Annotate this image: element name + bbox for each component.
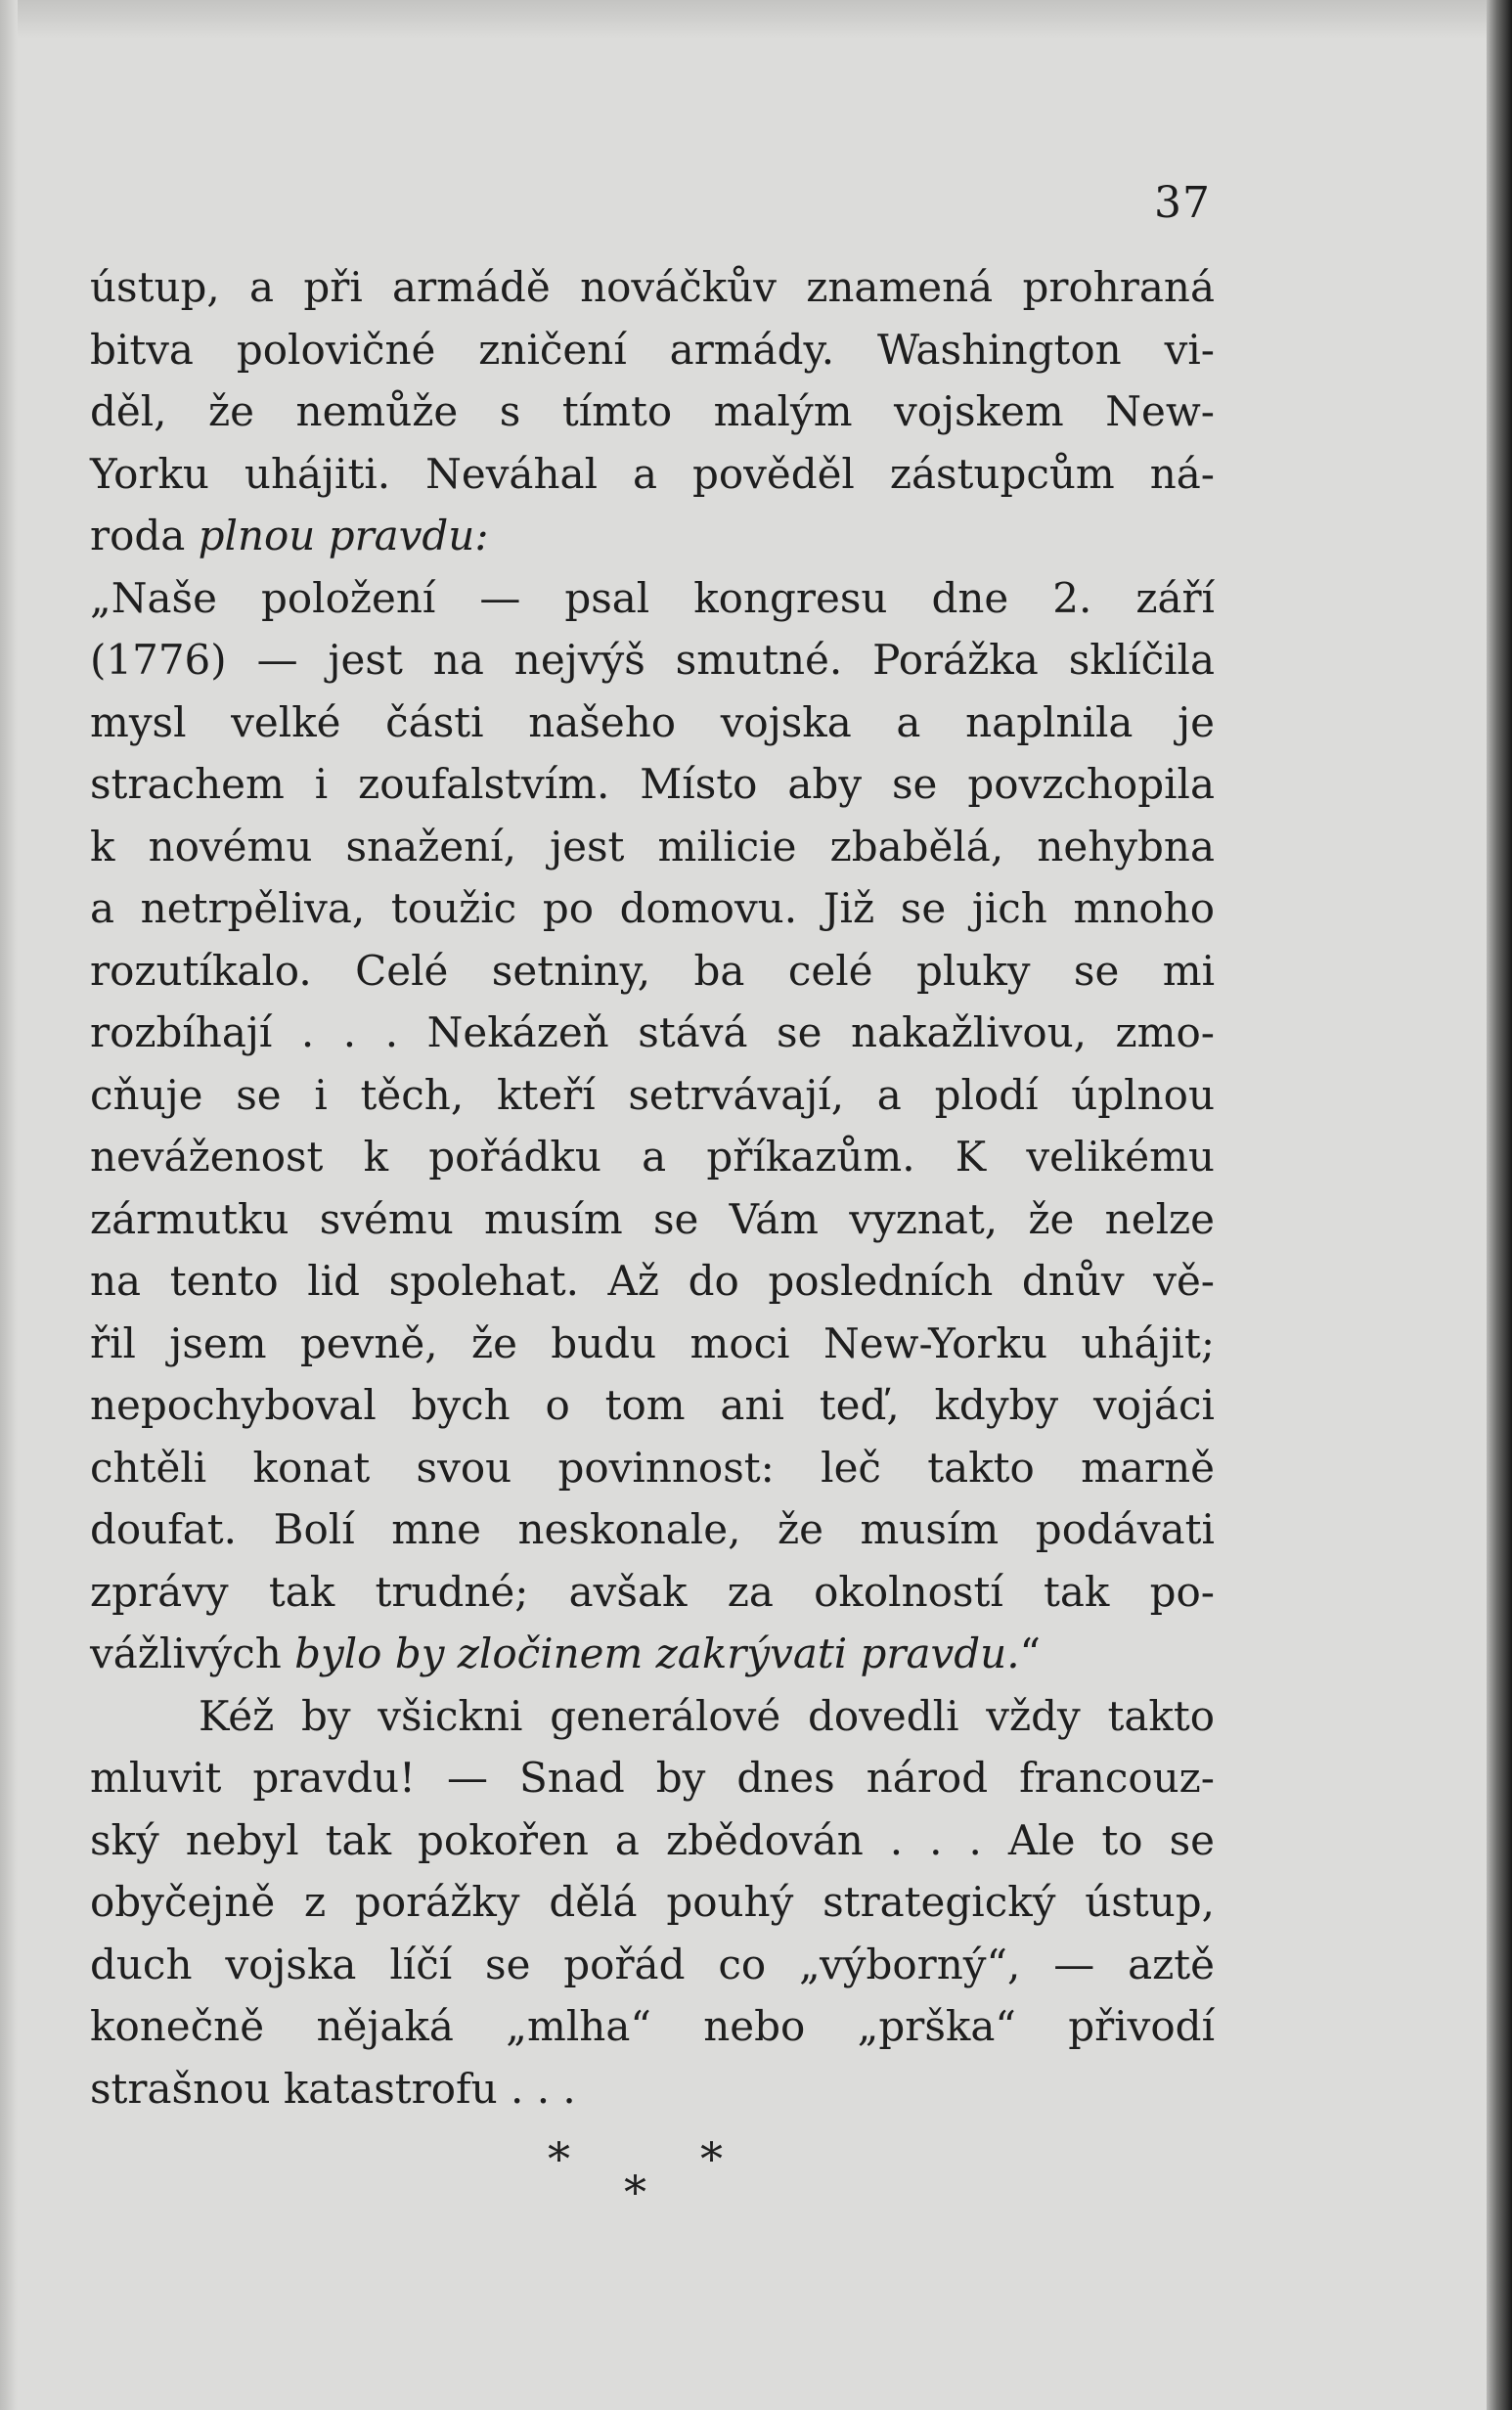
- page-top-shadow: [0, 0, 1512, 39]
- page-right-edge: [1487, 0, 1512, 2410]
- text-line-content: a netrpěliva, toužic po domovu. Již se jich mnoho: [90, 884, 1215, 932]
- text-line: [90, 1064, 1215, 1127]
- text-line-content: nepochyboval bych o tom ani teď, kdyby vojáci: [90, 1381, 1215, 1429]
- text-line: [90, 1437, 1215, 1499]
- page-left-shadow: [0, 0, 18, 2410]
- text-line: [90, 753, 1215, 816]
- text-line: [90, 1934, 1215, 1996]
- text-line-content: „Naše položení — psal kongresu dne 2. září: [90, 573, 1215, 622]
- text-line: [90, 1188, 1215, 1251]
- text-line-content: obyčejně z porážky dělá pouhý strategický ústup,: [90, 1878, 1215, 1926]
- text-line-content: ský nebyl tak pokořen a zbědován . . . Ale to se: [90, 1815, 1215, 1864]
- text-line-content: strašnou katastrofu . . .: [90, 2064, 576, 2113]
- text-line-content: chtěli konat svou povinnost: leč takto marně: [90, 1443, 1215, 1492]
- text-line-content: bitva polovičné zničení armády. Washington vi-: [90, 325, 1215, 374]
- text-line-content: Yorku uhájiti. Neváhal a pověděl zástupcům ná-: [90, 449, 1215, 498]
- separator-asterisk: *: [624, 2165, 646, 2218]
- body-text: [90, 256, 1215, 2120]
- text-line: [90, 1871, 1215, 1934]
- text-line: [90, 1126, 1215, 1188]
- text-line-content: neváženost k pořádku a příkazům. K velikému: [90, 1133, 1215, 1181]
- text-line-content: mysl velké části našeho vojska a naplnila je: [90, 697, 1215, 746]
- text-line-content: Kéž by všickni generálové dovedli vždy takto: [90, 1691, 1215, 1740]
- text-line: [90, 380, 1215, 443]
- text-line-content: strachem i zoufalstvím. Místo aby se povzchopila: [90, 760, 1215, 808]
- text-line: [90, 1623, 1215, 1685]
- text-line: [90, 1685, 1215, 1748]
- text-line: [90, 505, 1215, 567]
- text-line: [90, 567, 1215, 630]
- text-line: [90, 940, 1215, 1003]
- text-line: [90, 1002, 1215, 1064]
- text-line: [90, 629, 1215, 692]
- text-line-content: mluvit pravdu! — Snad by dnes národ francouz-: [90, 1754, 1215, 1802]
- text-line-content: (1776) — jest na nejvýš smutné. Porážka sklíčila: [90, 636, 1215, 684]
- text-line: [90, 1561, 1215, 1624]
- text-line: [90, 2058, 1215, 2120]
- emphasized-text: plnou pravdu:: [198, 512, 489, 559]
- text-line: [90, 1374, 1215, 1437]
- text-line: [90, 1250, 1215, 1313]
- text-line-content: rozbíhají . . . Nekázeň stává se nakažlivou, zmo-: [90, 1008, 1215, 1056]
- section-separator: [548, 2132, 743, 2220]
- text-line-content: vážlivých: [90, 1629, 295, 1677]
- text-line-content: duch vojska líčí se pořád co „výborný“, — aztě: [90, 1940, 1215, 1988]
- text-line-content: děl, že nemůže s tímto malým vojskem New-: [90, 387, 1215, 435]
- text-line: [90, 1747, 1215, 1809]
- text-line: [90, 877, 1215, 940]
- text-line-content: cňuje se i těch, kteří setrvávají, a plodí úplnou: [90, 1070, 1215, 1119]
- text-line-suffix: “: [1019, 1629, 1042, 1677]
- separator-asterisk: *: [700, 2132, 723, 2185]
- text-line: [90, 1995, 1215, 2058]
- emphasized-text: bylo by zločinem zakrývati pravdu.: [294, 1629, 1020, 1677]
- text-line-content: roda: [90, 512, 199, 559]
- separator-asterisk: *: [548, 2132, 570, 2185]
- text-line: [90, 256, 1215, 319]
- text-line: [90, 319, 1215, 381]
- text-line-content: konečně nějaká „mlha“ nebo „prška“ přivodí: [90, 2002, 1215, 2050]
- text-line: [90, 692, 1215, 754]
- text-line-content: doufat. Bolí mne neskonale, že musím podávati: [90, 1505, 1215, 1553]
- text-line-content: zármutku svému musím se Vám vyznat, že nelze: [90, 1194, 1215, 1243]
- text-line-content: ústup, a při armádě nováčkův znamená prohraná: [90, 263, 1215, 311]
- text-line: [90, 1313, 1215, 1375]
- page-number: 37: [1154, 178, 1211, 228]
- text-line-content: rozutíkalo. Celé setniny, ba celé pluky se mi: [90, 946, 1215, 995]
- text-line-content: na tento lid spolehat. Až do posledních dnův vě-: [90, 1257, 1215, 1305]
- text-line-content: zprávy tak trudné; avšak za okolností tak po-: [90, 1567, 1215, 1616]
- text-line-content: řil jsem pevně, že budu moci New-Yorku uhájit;: [90, 1318, 1215, 1367]
- text-line: [90, 443, 1215, 506]
- text-line: [90, 816, 1215, 878]
- text-line: [90, 1809, 1215, 1872]
- text-line-content: k novému snažení, jest milicie zbabělá, nehybna: [90, 822, 1215, 870]
- text-line: [90, 1498, 1215, 1561]
